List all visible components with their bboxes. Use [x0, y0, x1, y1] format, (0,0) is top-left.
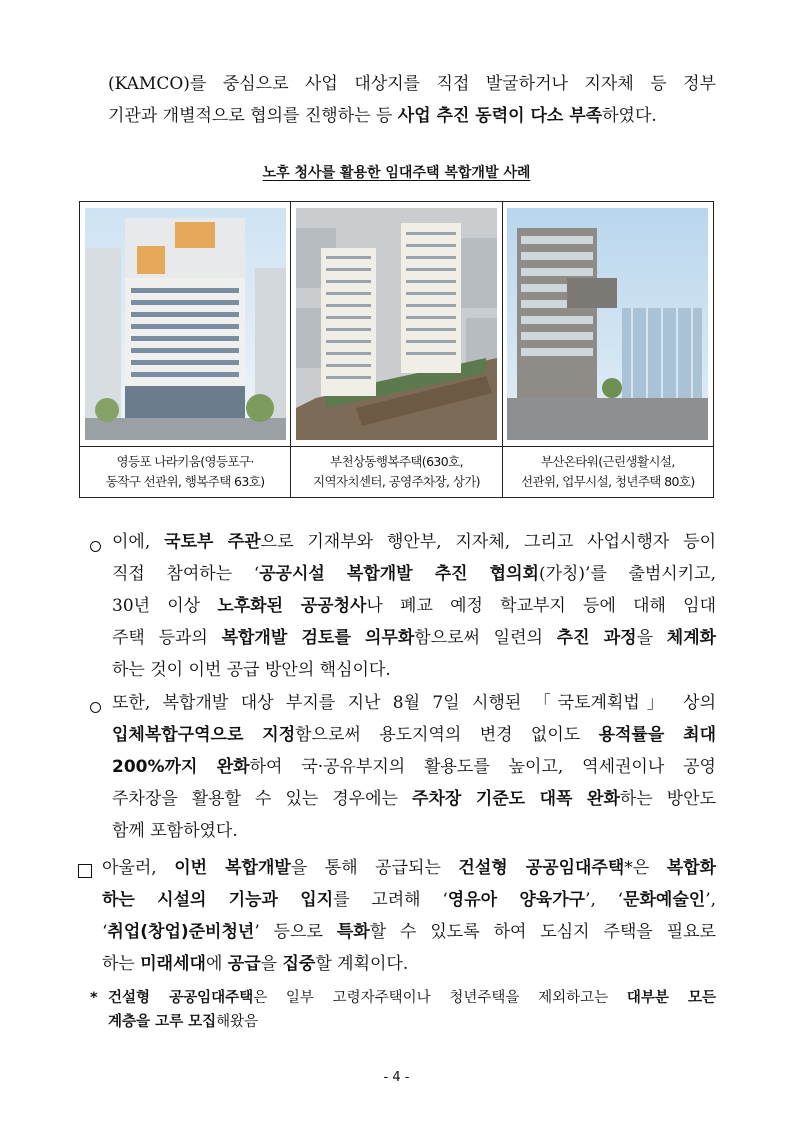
case-caption-3: 부산온타워(근린생활시설, 선관위, 업무시설, 청년주택 80호): [502, 447, 713, 498]
footnote-star: *: [90, 990, 98, 1006]
case-image-3: [502, 202, 713, 447]
case-caption-1: 영등포 나라키움(영등포구· 동작구 선관위, 행복주택 63호): [80, 447, 291, 498]
bullet-circle-2: [90, 698, 101, 717]
bullet-paragraph-2: 또한, 복합개발 대상 부지를 지난 8월 7일 시행된 「국토계획법」 상의 입체복합구역으로 지정함으로써 용도지역의 변경 없이도 용적률을 최대 200%까지 완화하여 국·공유부지의 활용도를 높이고, 역세권이나 공영 주차장을 활용할 수 있는 경우에는 주차장 기준도 대폭 완화하는 방안도 함께 포함하였다.: [112, 693, 717, 841]
bucheon-towers-image: [296, 208, 497, 440]
yeongdeungpo-building-image: [85, 208, 286, 440]
image-row: [80, 202, 714, 447]
page-number: - 4 -: [383, 1070, 410, 1085]
section-paragraph: 아울러, 이번 복합개발을 통해 공급되는 건설형 공공임대주택*은 복합화 하는 시설의 기능과 입지를 고려해 ‘영유아 양육가구’, ‘문화예술인’, ‘취업(창업)준비청년’ 등으로 특화할 수 있도록 하여 도심지 주택을 필요로 하는 미래세대에 공급을 집중할 계획이다.: [102, 858, 717, 974]
caption-row: [80, 447, 714, 498]
footnote: * 건설형 공공임대주택은 일부 고령자주택이나 청년주택을 제외하고는 대부분 모든 계층을 고루 모집해왔음: [96, 986, 716, 1034]
case-caption-2: 부천상동행복주택(630호, 지역자치센터, 공영주차장, 상가): [291, 447, 502, 498]
case-table: [79, 201, 714, 498]
intro-line-2: 기관과 개별적으로 협의를 진행하는 등 사업 추진 동력이 다소 부족하였다.: [108, 106, 657, 126]
case-image-1: [80, 202, 291, 447]
table-caption: 노후 청사를 활용한 임대주택 복합개발 사례: [262, 165, 531, 181]
case-image-2: [291, 202, 502, 447]
bullet-paragraph-1: 이에, 국토부 주관으로 기재부와 행안부, 지자체, 그리고 사업시행자 등이 직접 참여하는 ‘공공시설 복합개발 추진 협의회(가칭)’를 출범시키고, 30년 이상 노후화된 공공청사나 폐교 예정 학교부지 등에 대해 임대 주택 등과의 복합개발 검토를 의무화함으로써 일련의 추진 과정을 체계화 하는 것이 이번 공급 방안의 핵심이다.: [112, 532, 717, 680]
bullet-circle-1: [90, 537, 101, 556]
section-square-marker: [78, 863, 92, 882]
intro-paragraph: [108, 68, 716, 132]
intro-line-1: (KAMCO)를 중심으로 사업 대상지를 직접 발굴하거나 지자체 등 정부: [108, 74, 716, 94]
busan-ontower-image: [507, 208, 708, 440]
